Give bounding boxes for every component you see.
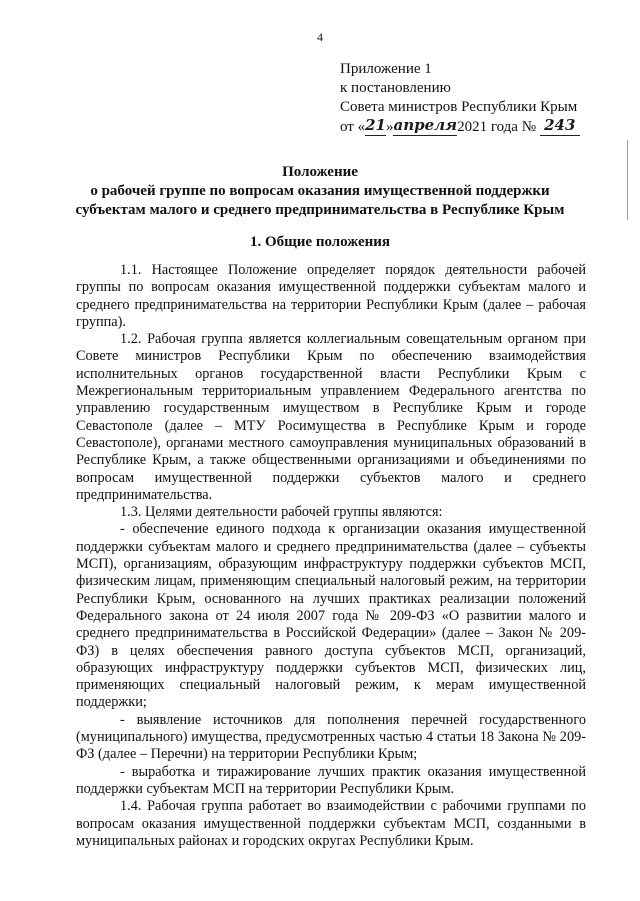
date-prefix: от « <box>340 119 366 135</box>
title-line-1: Положение <box>282 164 358 180</box>
paragraph-goal-3: - выработка и тиражирование лучших практик оказания имущественной поддержки субъектам МСП на территории Республики Крым. <box>76 763 586 797</box>
margin-line <box>627 140 628 220</box>
paragraph-goal-1: - обеспечение единого подхода к организации оказания имущественной поддержки субъектам малого и среднего предпринимательства (далее – субъекты МСП), организациям, образующим инфраструктуру поддержки субъектов МСП, физическим лицам, применяющим специальный налоговый режим, на территории Республики Крым, основанного на лучших практиках реализации положений Федерального закона от 24 июля 2007 года № 209-ФЗ «О развитии малого и среднего предпринимательства в Российской Федерации» (далее – Закон № 209-ФЗ) в целях обеспечения равного доступа субъектов МСП, организаций, образующих инфраструктуру поддержки субъектов МСП, физических лиц, применяющих специальный налоговый режим, к мерам имущественной поддержки; <box>76 521 586 711</box>
date-mid: » <box>385 119 394 135</box>
page-number: 4 <box>317 30 323 44</box>
year-text: 2021 года № <box>457 119 537 135</box>
paragraph-1-1: 1.1. Настоящее Положение определяет порядок деятельности рабочей группы по вопросам оказания имущественной поддержки субъектам малого и среднего предпринимательства на территории Республики Крым (далее – рабочая группа). <box>76 262 586 330</box>
handwritten-month: апреля <box>393 116 458 134</box>
title-line-2: о рабочей группе по вопросам оказания имущественной поддержки <box>90 183 550 199</box>
appendix-line-2: к постановлению <box>340 80 451 96</box>
paragraph-1-3: 1.3. Целями деятельности рабочей группы являются: <box>120 504 443 521</box>
appendix-block <box>340 60 580 137</box>
paragraph-1-4: 1.4. Рабочая группа работает во взаимодействии с рабочими группами по вопросам оказания имущественной поддержки субъектам МСП, созданными в муниципальных районах и городских округах Республики Крым. <box>76 798 586 849</box>
appendix-line-3: Совета министров Республики Крым <box>340 99 578 115</box>
title-line-3: субъектам малого и среднего предпринимательства в Республике Крым <box>75 202 565 218</box>
section-heading: 1. Общие положения <box>249 234 391 250</box>
paragraph-goal-2: - выявление источников для пополнения перечней государственного (муниципального) имущества, предусмотренных частью 4 статьи 18 Закона № 209-ФЗ (далее – Перечни) на территории Республики Крым; <box>76 711 586 763</box>
appendix-line-1: Приложение 1 <box>340 61 432 77</box>
handwritten-number: 243 <box>540 116 580 136</box>
document-body <box>76 262 586 850</box>
handwritten-day: 21 <box>365 116 386 134</box>
appendix-date-line <box>340 117 580 137</box>
paragraph-1-2: 1.2. Рабочая группа является коллегиальным совещательным органом при Совете министров Республики Крым по обеспечению взаимодействия исполнительных органов государственной власти Республики Крым с Межрегиональным территориальным управлением Федерального агентства по управлению государственным имуществом в Республике Крым и городе Севастополе (далее – МТУ Росимущества в Республике Крым и городе Севастополе), органами местного самоуправления муниципальных образований в Республике Крым, а также общественными организациями и объединениями по вопросам имущественной поддержки субъектов малого и среднего предпринимательства. <box>76 331 586 503</box>
document-title <box>60 163 580 220</box>
